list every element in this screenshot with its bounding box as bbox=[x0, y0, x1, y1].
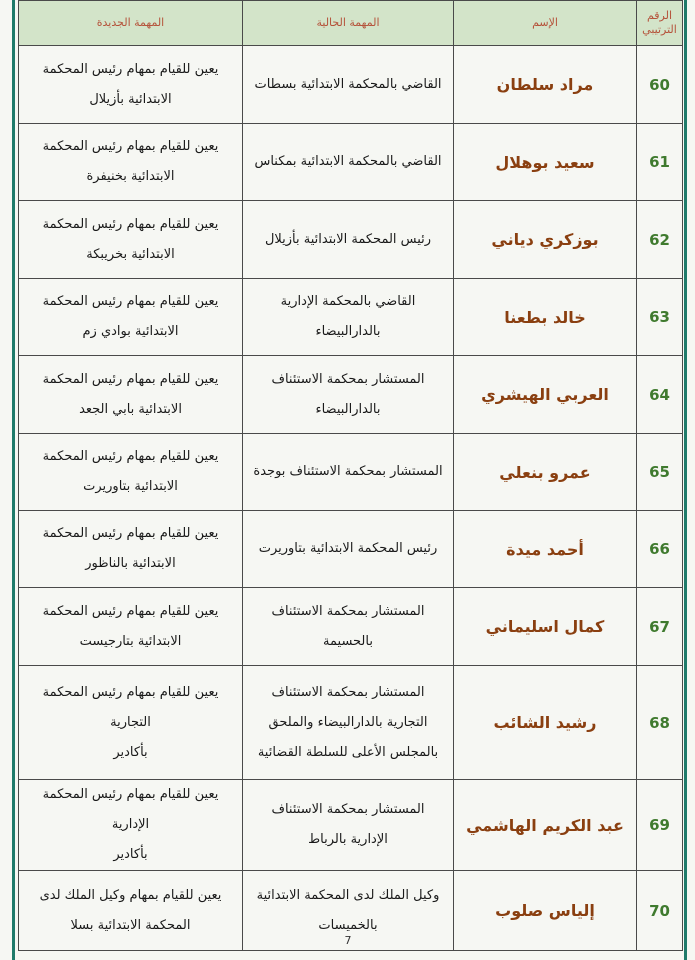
row-new-task: يعين للقيام بمهام رئيس المحكمة الابتدائية بخنيفرة bbox=[19, 124, 243, 201]
row-name: كمال اسليماني bbox=[454, 588, 637, 666]
header-new-task: المهمة الجديدة bbox=[19, 1, 243, 46]
row-new-task: يعين للقيام بمهام رئيس المحكمة الإدارية بأكادير bbox=[19, 780, 243, 871]
table-row bbox=[19, 588, 683, 666]
table-row bbox=[19, 666, 683, 780]
header-number: الرقم الترتيبي bbox=[637, 1, 683, 46]
page-frame-left bbox=[12, 0, 15, 960]
appointments-table bbox=[18, 0, 683, 951]
row-current-task: القاضي بالمحكمة الإدارية بالدارالبيضاء bbox=[243, 279, 454, 356]
table-row bbox=[19, 201, 683, 279]
header-name: الإسم bbox=[454, 1, 637, 46]
row-number: 66 bbox=[637, 511, 683, 588]
row-new-task: يعين للقيام بمهام رئيس المحكمة الابتدائية بابي الجعد bbox=[19, 356, 243, 434]
row-new-task: يعين للقيام بمهام رئيس المحكمة الابتدائية بخريبكة bbox=[19, 201, 243, 279]
row-new-task: يعين للقيام بمهام رئيس المحكمة الابتدائية بأزيلال bbox=[19, 46, 243, 124]
table-row bbox=[19, 356, 683, 434]
row-current-task: رئيس المحكمة الابتدائية بتاوريرت bbox=[243, 511, 454, 588]
row-name: مراد سلطان bbox=[454, 46, 637, 124]
row-number: 64 bbox=[637, 356, 683, 434]
page-number: 7 bbox=[344, 934, 352, 947]
table-header bbox=[19, 1, 683, 46]
row-new-task: يعين للقيام بمهام رئيس المحكمة الابتدائية بتارجيست bbox=[19, 588, 243, 666]
row-name: إلياس صلوب bbox=[454, 871, 637, 951]
row-name: بوزكري دياني bbox=[454, 201, 637, 279]
table-row bbox=[19, 124, 683, 201]
row-current-task: المستشار بمحكمة الاستئناف بوجدة bbox=[243, 434, 454, 511]
row-current-task: المستشار بمحكمة الاستئناف بالحسيمة bbox=[243, 588, 454, 666]
row-current-task: القاضي بالمحكمة الابتدائية بسطات bbox=[243, 46, 454, 124]
row-current-task: القاضي بالمحكمة الابتدائية بمكناس bbox=[243, 124, 454, 201]
header-row bbox=[19, 1, 683, 46]
table-row bbox=[19, 279, 683, 356]
row-current-task: المستشار بمحكمة الاستئناف بالدارالبيضاء bbox=[243, 356, 454, 434]
row-name: أحمد ميدة bbox=[454, 511, 637, 588]
table-row bbox=[19, 511, 683, 588]
row-number: 68 bbox=[637, 666, 683, 780]
row-current-task: وكيل الملك لدى المحكمة الابتدائية بالخميسات bbox=[243, 871, 454, 951]
header-current-task: المهمة الحالية bbox=[243, 1, 454, 46]
row-number: 65 bbox=[637, 434, 683, 511]
row-name: رشيد الشائب bbox=[454, 666, 637, 780]
row-number: 70 bbox=[637, 871, 683, 951]
row-name: العربي الهيشري bbox=[454, 356, 637, 434]
row-name: عمرو بنعلي bbox=[454, 434, 637, 511]
row-name: سعيد بوهلال bbox=[454, 124, 637, 201]
table-row bbox=[19, 46, 683, 124]
row-name: عبد الكريم الهاشمي bbox=[454, 780, 637, 871]
row-new-task: يعين للقيام بمهام رئيس المحكمة الابتدائية بوادي زم bbox=[19, 279, 243, 356]
row-new-task: يعين للقيام بمهام رئيس المحكمة التجارية بأكادير bbox=[19, 666, 243, 780]
row-number: 63 bbox=[637, 279, 683, 356]
row-name: خالد بطعنا bbox=[454, 279, 637, 356]
row-number: 61 bbox=[637, 124, 683, 201]
table-row bbox=[19, 434, 683, 511]
page-frame-right bbox=[684, 0, 687, 960]
table-row bbox=[19, 780, 683, 871]
row-current-task: المستشار بمحكمة الاستئناف التجارية بالدارالبيضاء والملحق بالمجلس الأعلى للسلطة القضائية bbox=[243, 666, 454, 780]
row-new-task: يعين للقيام بمهام رئيس المحكمة الابتدائية بالناظور bbox=[19, 511, 243, 588]
row-current-task: رئيس المحكمة الابتدائية بأزيلال bbox=[243, 201, 454, 279]
row-new-task: يعين للقيام بمهام وكيل الملك لدى المحكمة الابتدائية بسلا bbox=[19, 871, 243, 951]
row-number: 62 bbox=[637, 201, 683, 279]
row-current-task: المستشار بمحكمة الاستئناف الإدارية بالرباط bbox=[243, 780, 454, 871]
row-number: 67 bbox=[637, 588, 683, 666]
row-number: 69 bbox=[637, 780, 683, 871]
row-new-task: يعين للقيام بمهام رئيس المحكمة الابتدائية بتاوريرت bbox=[19, 434, 243, 511]
row-number: 60 bbox=[637, 46, 683, 124]
